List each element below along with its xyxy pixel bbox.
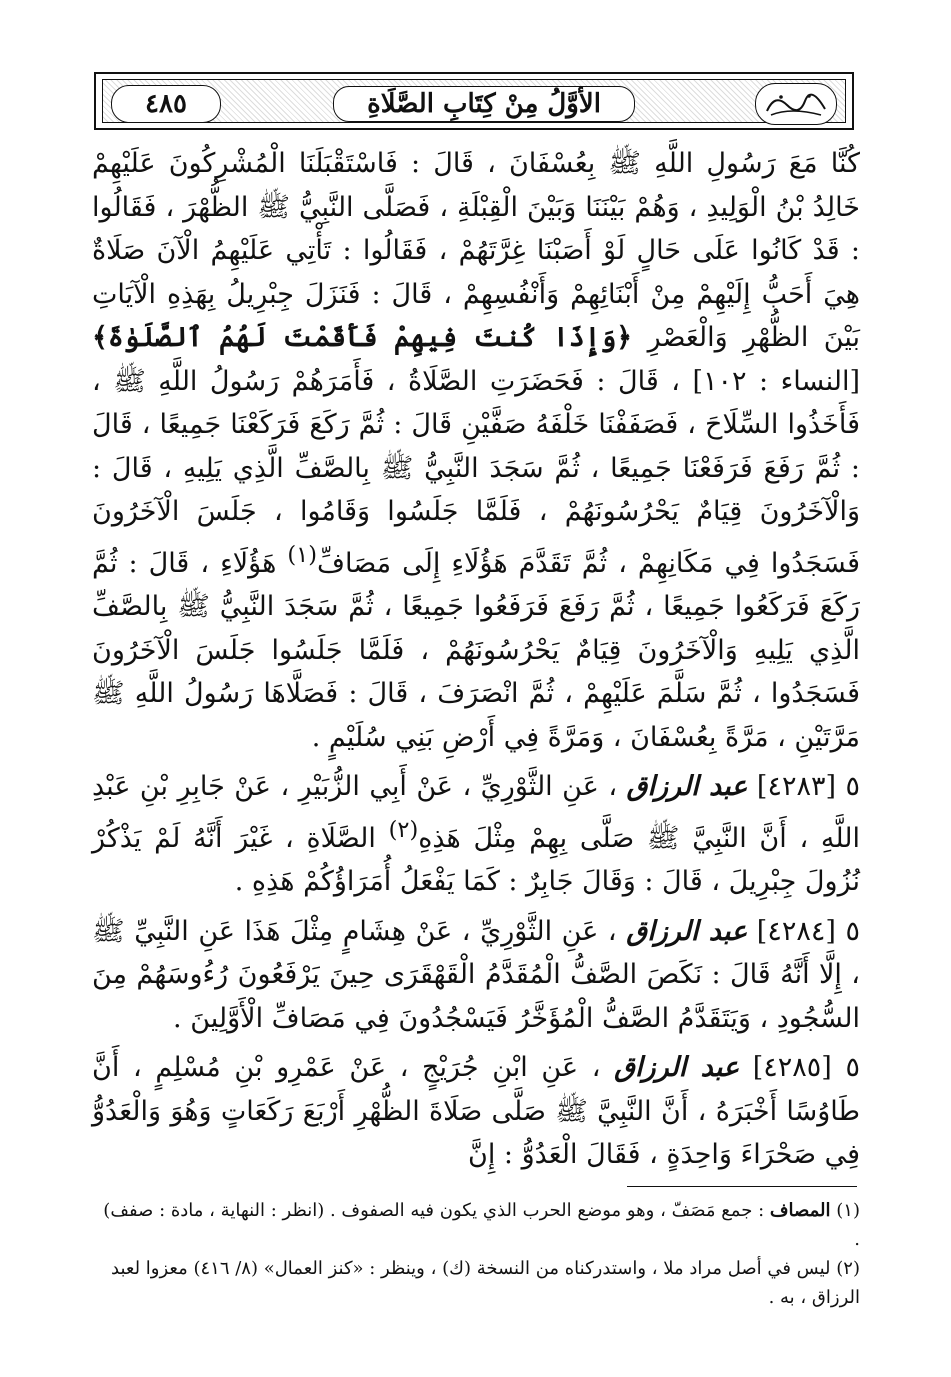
page-header (94, 72, 854, 130)
text-segment: ، عَنِ ابْنِ جُرَيْجٍ ، عَنْ عَمْرِو بْنِ مُسْلِمٍ ، أَنَّ طَاوُسًا أَخْبَرَهُ ، أَنَّ النَّبِيَّ ﷺ صَلَّى صَلَاةَ الظُّهْرِ أَرْبَعَ رَكَعَاتٍ وَهُوَ وَالْعَدُوُّ فِي صَحْرَاءَ وَاحِدَةٍ ، فَقَالَ الْعَدُوُّ : إِنَّ (92, 1052, 860, 1170)
hadith-4283 (92, 765, 860, 904)
footnote-2 (94, 1254, 860, 1312)
hadith-continuation (92, 142, 860, 759)
footnote-marker-1: (١) (287, 541, 318, 568)
hadith-number: ٥ [٤٢٨٥] (752, 1052, 860, 1083)
text-segment: ، عَنِ الثَّوْرِيِّ ، عَنْ أَبِي الزُّبَيْرِ ، عَنْ جَابِرِ بْنِ عَبْدِ اللَّهِ ، أَنَّ النَّبِيَّ ﷺ صَلَّى بِهِمْ مِثْلَ هَذِهِ (92, 771, 860, 854)
text-segment: ، عَنِ الثَّوْرِيِّ ، عَنْ هِشَامٍ مِثْلَ هَذَا عَنِ النَّبِيِّ ﷺ ، إِلَّا أَنَّهُ قَالَ : نَكَصَ الصَّفُّ الْمُقَدَّمُ الْقَهْقَرَى حِينَ يَرْفَعُونَ رُءُوسَهُمْ مِنَ السُّجُودِ ، وَيَتَقَدَّمُ الصَّفُّ الْمُؤَخَّرُ فَيَسْجُدُونَ فِي مَصَافِّ الْأَوَّلِينَ . (92, 915, 860, 1034)
chapter-title: الأوَّلُ مِنْ كِتَابِ الصَّلَاةِ (333, 86, 635, 122)
verse-reference: [النساء : ١٠٢] (692, 365, 860, 397)
text-segment: الصَّلَاةِ ، غَيْرَ أَنَّهُ لَمْ يَذْكُرْ نُزُولَ جِبْرِيلَ ، قَالَ : وَقَالَ جَابِرٌ : كَمَا يَفْعَلُ أُمَرَاؤُكُمْ هَذِهِ . (92, 822, 860, 897)
page-number: ٤٨٥ (111, 85, 221, 123)
book-logo (755, 83, 837, 125)
hadith-4285 (92, 1046, 860, 1177)
footnote-divider (627, 1186, 857, 1187)
footnotes (94, 1196, 860, 1312)
footnote-1 (94, 1196, 860, 1254)
header-ornament-band (102, 79, 846, 123)
footnote-marker-2: (٢) (388, 816, 419, 843)
footnote-text: : جمع مَصَفّ ، وهو موضع الحرب الذي يكون فيه الصفوف . (انظر : النهاية ، مادة : صفف) . (103, 1200, 860, 1250)
footnote-text: ليس في أصل مراد ملا ، واستدركناه من النسخة (ك) ، وينظر : «كنز العمال» (٨/ ٤١٦) معزوا لعبد الرزاق ، به . (111, 1258, 860, 1308)
hadith-4284 (92, 910, 860, 1041)
text-segment: هَؤُلَاءِ ، قَالَ : ثُمَّ رَكَعَ فَرَكَعُوا جَمِيعًا ، ثُمَّ رَفَعَ فَرَفَعُوا جَمِيعًا ، ثُمَّ سَجَدَ النَّبِيُّ ﷺ بِالصَّفِّ الَّذِي يَلِيهِ وَالْآخَرُونَ قِيَامٌ يَحْرُسُونَهُمْ ، فَلَمَّا جَلَسُوا جَلَسَ الْآخَرُونَ فَسَجَدُوا ، ثُمَّ سَلَّمَ عَلَيْهِمْ ، ثُمَّ انْصَرَفَ ، قَالَ : فَصَلَّاهَا رَسُولُ اللَّهِ ﷺ مَرَّتَيْنِ ، مَرَّةً بِعُسْفَانَ ، وَمَرَّةً فِي أَرْضِ بَنِي سُلَيْمٍ . (92, 547, 860, 753)
hadith-number: ٥ [٤٢٨٣] (756, 771, 860, 802)
narrator-name: عبد الرزاق (626, 771, 748, 802)
narrator-name: عبد الرزاق (614, 1052, 740, 1083)
footnote-term: المصاف (769, 1200, 831, 1221)
text-segment: كُنَّا مَعَ رَسُولِ اللَّهِ ﷺ بِعُسْفَانَ ، قَالَ : فَاسْتَقْبَلَنَا الْمُشْرِكُونَ عَلَيْهِمْ خَالِدُ بْنُ الْوَلِيدِ ، وَهُمْ بَيْنَنَا وَبَيْنَ الْقِبْلَةِ ، فَصَلَّى النَّبِيُّ ﷺ الظُّهْرَ ، فَقَالُوا : قَدْ كَانُوا عَلَى حَالٍ لَوْ أَصَبْنَا غِرَّتَهُمْ ، فَقَالُوا : تَأْتِي عَلَيْهِمُ الْآنَ صَلَاةٌ هِيَ أَحَبُّ إِلَيْهِمْ مِنْ أَبْنَائِهِمْ وَأَنْفُسِهِمْ ، قَالَ : فَنَزَلَ جِبْرِيلُ بِهَذِهِ الْآيَاتِ بَيْنَ الظُّهْرِ وَالْعَصْرِ (92, 148, 860, 353)
narrator-name: عبد الرزاق (626, 915, 748, 947)
footnote-number: (٢) (836, 1258, 860, 1279)
calligraphy-logo-icon (761, 87, 831, 121)
main-text (92, 142, 860, 1177)
hadith-number: ٥ [٤٢٨٤] (756, 915, 860, 947)
text-segment: ، قَالَ : فَحَضَرَتِ الصَّلَاةُ ، فَأَمَرَهُمْ رَسُولُ اللَّهِ ﷺ ، فَأَخَذُوا السِّلَاحَ ، فَصَفَفْنَا خَلْفَهُ صَفَّيْنِ قَالَ : ثُمَّ رَكَعَ فَرَكَعْنَا جَمِيعًا ، قَالَ : ثُمَّ رَفَعَ فَرَفَعْنَا جَمِيعًا ، ثُمَّ سَجَدَ النَّبِيُّ ﷺ بِالصَّفِّ الَّذِي يَلِيهِ ، قَالَ : وَالْآخَرُونَ قِيَامٌ يَحْرُسُونَهُمْ ، فَلَمَّا جَلَسُوا وَقَامُوا ، جَلَسَ الْآخَرُونَ فَسَجَدُوا فِي مَكَانِهِمْ ، ثُمَّ تَقَدَّمَ هَؤُلَاءِ إِلَى مَصَافِّ (92, 365, 860, 579)
footnote-number: (١) (836, 1200, 860, 1221)
quran-verse: ﴿وَإِذَا كُنتَ فِيهِمْ فَأَقَمْتَ لَهُمُ ٱلصَّلَوٰةَ﴾ (92, 322, 633, 353)
